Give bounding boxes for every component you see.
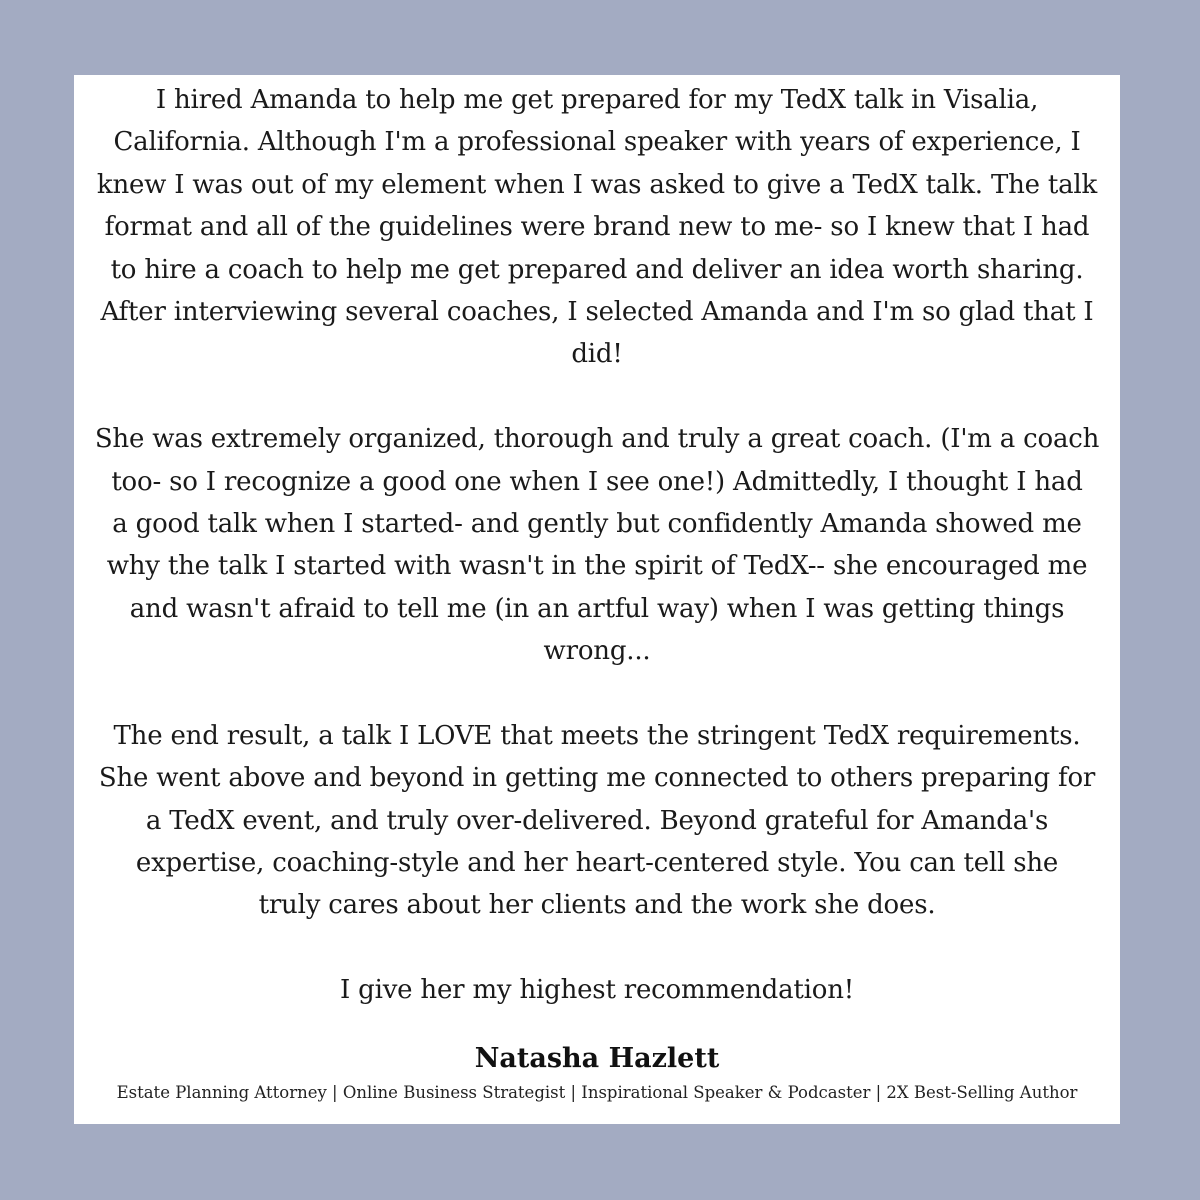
testimonial-card — [74, 75, 1120, 1124]
testimonial-line: I give her my highest recommendation! — [340, 975, 854, 1006]
testimonial-line: The end result, a talk I LOVE that meets the stringent TedX requirements. — [113, 720, 1081, 751]
testimonial-body — [74, 79, 1120, 1054]
testimonial-line: a good talk when I started- and gently but confidently Amanda showed me — [112, 508, 1082, 539]
testimonial-paragraph — [74, 715, 1120, 927]
testimonial-line: and wasn't afraid to tell me (in an artful way) when I was getting things — [129, 593, 1065, 624]
testimonial-line: California. Although I'm a professional speaker with years of experience, I — [113, 127, 1081, 158]
testimonial-line: She was extremely organized, thorough and truly a great coach. (I'm a coach — [94, 424, 1100, 455]
testimonial-line: a TedX event, and truly over-delivered. Beyond grateful for Amanda's — [145, 805, 1049, 836]
testimonial-paragraph — [74, 79, 1120, 376]
testimonial-line: too- so I recognize a good one when I see one!) Admittedly, I thought I had — [111, 466, 1083, 497]
testimonial-line: knew I was out of my element when I was asked to give a TedX talk. The talk — [96, 169, 1098, 200]
testimonial-line: to hire a coach to help me get prepared and deliver an idea worth sharing. — [110, 254, 1084, 285]
testimonial-paragraph — [74, 969, 1120, 1011]
testimonial-line: wrong... — [543, 636, 651, 667]
testimonial-line: expertise, coaching-style and her heart-centered style. You can tell she — [135, 848, 1059, 879]
testimonial-line: After interviewing several coaches, I selected Amanda and I'm so glad that I — [100, 296, 1094, 327]
testimonial-line: why the talk I started with wasn't in the spirit of TedX-- she encouraged me — [106, 551, 1088, 582]
testimonial-line: truly cares about her clients and the work she does. — [258, 890, 936, 921]
testimonial-line: I hired Amanda to help me get prepared for my TedX talk in Visalia, — [155, 85, 1039, 115]
author-name: Natasha Hazlett — [474, 1043, 720, 1074]
testimonial-line: did! — [571, 339, 623, 370]
testimonial-line: format and all of the guidelines were brand new to me- so I knew that I had — [104, 212, 1090, 243]
author-credentials: Estate Planning Attorney | Online Business Strategist | Inspirational Speaker & Podcaster | 2X Best-Selling Author — [116, 1083, 1078, 1102]
testimonial-line: She went above and beyond in getting me connected to others preparing for — [98, 763, 1096, 794]
testimonial-paragraph — [74, 418, 1120, 672]
